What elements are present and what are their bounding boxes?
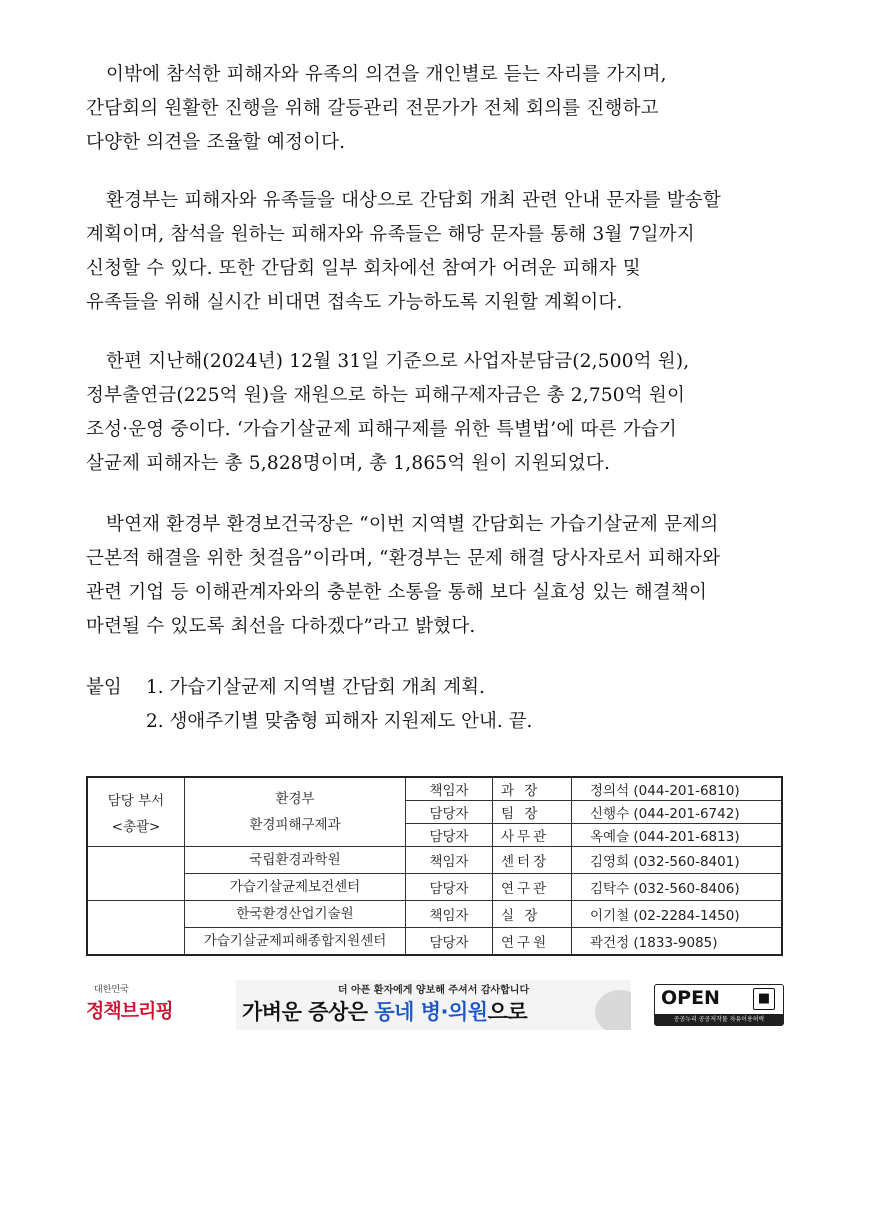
position-cell: 실 장 bbox=[493, 901, 572, 928]
text-line: 한편 지난해(2024년) 12월 31일 기준으로 사업자분담금(2,500억 원), bbox=[106, 351, 690, 372]
table-row bbox=[87, 901, 782, 928]
person-icon: ■ bbox=[753, 988, 775, 1010]
position-cell: 연구관 bbox=[493, 874, 572, 901]
brand-small-text: 대한민국 bbox=[94, 985, 129, 995]
role-cell: 책임자 bbox=[406, 777, 493, 801]
position-cell: 센터장 bbox=[493, 847, 572, 874]
org-name: 환경부 bbox=[275, 791, 315, 807]
banner-text: 가벼운 증상은 bbox=[242, 1000, 375, 1024]
policy-briefing-logo[interactable] bbox=[86, 982, 186, 1028]
role-cell: 담당자 bbox=[406, 801, 493, 824]
text-line: 다양한 의견을 조율할 예정이다. bbox=[86, 132, 346, 153]
role-cell: 담당자 bbox=[406, 874, 493, 901]
text-line: 환경부는 피해자와 유족들을 대상으로 간담회 개최 관련 안내 문자를 발송할 bbox=[106, 190, 721, 211]
text-line: 관련 기업 등 이해관계자와의 충분한 소통을 통해 보다 실효성 있는 해결책이 bbox=[86, 582, 708, 603]
dept-cell-empty bbox=[87, 901, 185, 956]
org-cell: 가습기살균제피해종합지원센터 bbox=[185, 928, 406, 956]
text-line: 유족들을 위해 실시간 비대면 접속도 가능하도록 지원할 계획이다. bbox=[86, 292, 623, 313]
person-cell: 옥예슬 (044-201-6813) bbox=[572, 824, 783, 847]
person-cell: 곽건정 (1833-9085) bbox=[572, 928, 783, 956]
open-strip-text: 공공누리 공공저작물 자유이용허락 bbox=[655, 1014, 783, 1025]
position-cell: 과 장 bbox=[493, 777, 572, 801]
text-line: 마련될 수 있도록 최선을 다하겠다”라고 밝혔다. bbox=[86, 616, 476, 637]
person-cell: 김영희 (032-560-8401) bbox=[572, 847, 783, 874]
banner-highlight: 동네 병·의원 bbox=[374, 1000, 488, 1024]
org-unit: 환경피해구제과 bbox=[249, 817, 341, 833]
position-cell: 팀 장 bbox=[493, 801, 572, 824]
org-cell: 가습기살균제보건센터 bbox=[185, 874, 406, 901]
role-cell: 책임자 bbox=[406, 901, 493, 928]
position-cell: 연구원 bbox=[493, 928, 572, 956]
attachment-item: 2. 생애주기별 맞춤형 피해자 지원제도 안내. 끝. bbox=[146, 711, 533, 732]
dept-cell bbox=[87, 777, 185, 847]
role-cell: 담당자 bbox=[406, 824, 493, 847]
table-row bbox=[87, 874, 782, 901]
text-line: 살균제 피해자는 총 5,828명이며, 총 1,865억 원이 지원되었다. bbox=[86, 453, 611, 474]
person-cell: 신행수 (044-201-6742) bbox=[572, 801, 783, 824]
campaign-banner[interactable] bbox=[236, 980, 631, 1030]
brand-big-text: 정책브리핑 bbox=[86, 1000, 173, 1022]
attachment-row bbox=[86, 671, 532, 705]
banner-text: 으로 bbox=[487, 1000, 528, 1024]
person-cell: 정의석 (044-201-6810) bbox=[572, 777, 783, 801]
person-cell: 이기철 (02-2284-1450) bbox=[572, 901, 783, 928]
text-line: 조성·운영 중이다. ‘가습기살균제 피해구제를 위한 특별법’에 따른 가습기 bbox=[86, 419, 677, 440]
org-cell: 국립환경과학원 bbox=[185, 847, 406, 874]
table-row bbox=[87, 847, 782, 874]
attachments bbox=[86, 671, 532, 739]
table-row bbox=[87, 928, 782, 956]
person-cell: 김탁수 (032-560-8406) bbox=[572, 874, 783, 901]
text-line: 계획이며, 참석을 원하는 피해자와 유족들은 해당 문자를 통해 3월 7일까지 bbox=[86, 224, 695, 245]
kogl-open-badge[interactable] bbox=[654, 984, 784, 1026]
attachment-item: 1. 가습기살균제 지역별 간담회 개최 계획. bbox=[146, 677, 485, 698]
banner-decoration bbox=[595, 990, 631, 1030]
attachment-label: 붙임 bbox=[86, 677, 122, 698]
paragraph-3 bbox=[86, 345, 786, 481]
text-line: 정부출연금(225억 원)을 재원으로 하는 피해구제자금은 총 2,750억 원이 bbox=[86, 385, 686, 406]
role-cell: 담당자 bbox=[406, 928, 493, 956]
text-line: 근본적 해결을 위한 첫걸음”이라며, “환경부는 문제 해결 당사자로서 피해자와 bbox=[86, 548, 721, 569]
paragraph-2 bbox=[86, 184, 786, 320]
org-cell bbox=[185, 777, 406, 847]
paragraph-1 bbox=[86, 58, 786, 160]
dept-sub: <총괄> bbox=[111, 819, 161, 835]
role-cell: 책임자 bbox=[406, 847, 493, 874]
org-cell: 한국환경산업기술원 bbox=[185, 901, 406, 928]
position-cell: 사무관 bbox=[493, 824, 572, 847]
text-line: 이밖에 참석한 피해자와 유족의 의견을 개인별로 듣는 자리를 가지며, bbox=[106, 64, 667, 85]
paragraph-4 bbox=[86, 508, 786, 644]
text-line: 신청할 수 있다. 또한 간담회 일부 회차에선 참여가 어려운 피해자 및 bbox=[86, 258, 641, 279]
open-text: OPEN bbox=[661, 987, 720, 1009]
banner-subtitle: 더 아픈 환자에게 양보해 주셔서 감사합니다 bbox=[337, 985, 530, 996]
footer bbox=[86, 980, 786, 1030]
dept-cell-empty bbox=[87, 847, 185, 901]
banner-headline bbox=[242, 996, 527, 1026]
text-line: 간담회의 원활한 진행을 위해 갈등관리 전문가가 전체 회의를 진행하고 bbox=[86, 98, 659, 119]
text-line: 박연재 환경부 환경보건국장은 “이번 지역별 간담회는 가습기살균제 문제의 bbox=[106, 514, 719, 535]
dept-label: 담당 부서 bbox=[107, 793, 165, 809]
table-row bbox=[87, 777, 782, 801]
contact-table bbox=[86, 776, 783, 956]
